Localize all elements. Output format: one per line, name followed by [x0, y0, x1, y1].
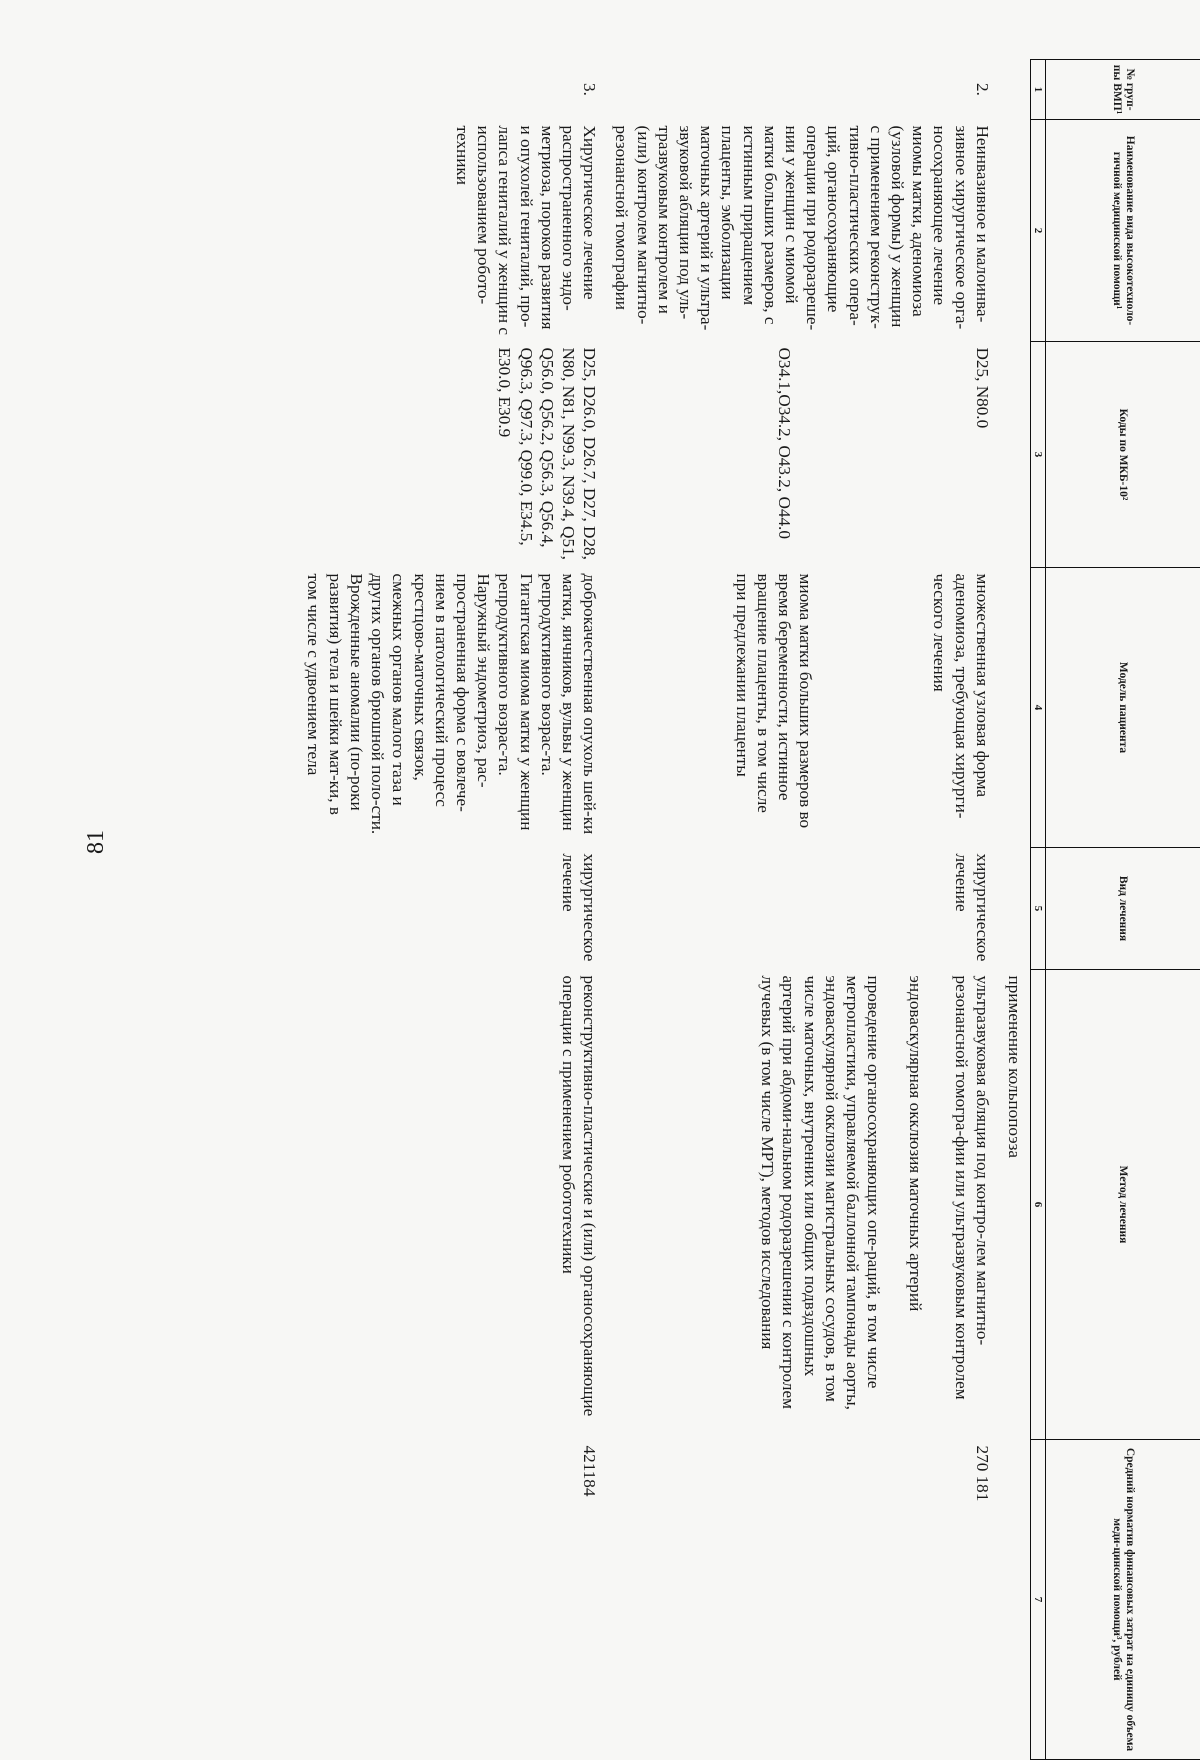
treatment-method-cell: [611, 970, 993, 1440]
patient-model: множественная узловая форма аденомиоза, требующая хирурги-ческого лечения: [929, 574, 993, 842]
column-number: 4: [1031, 568, 1046, 848]
header-treatment-type: Вид лечения: [1046, 848, 1200, 970]
continuation-row: [1004, 60, 1031, 1760]
patient-model: миома матки больших размеров во время беременности, истинное вращение плаценты, в том числе при предлежании плаценты: [731, 574, 816, 842]
column-number: 1: [1031, 60, 1046, 120]
vmp-table: [303, 59, 1200, 1760]
table-row: [611, 60, 993, 1760]
treatment-type: хирургическое лечение: [611, 848, 993, 970]
patient-model-cell: [611, 568, 993, 848]
header-average-cost: Средний норматив финансовых затрат на единицу объема меди-цинской помощи³, рублей: [1046, 1440, 1200, 1760]
group-number: 2.: [611, 60, 993, 120]
column-number: 7: [1031, 1440, 1046, 1760]
header-vmp-name: Наименование вида высокотехноло-гичной медицинской помощи¹: [1046, 120, 1200, 342]
vmp-name: Неинвазивное и малоинва-зивное хирургическое орга-носохраняющее лечение миомы матки, аденомиоза (узловой формы) у женщин с применением реконструк-тивно-пластических опера-ций, органосохраняющие операции при родоразреше-нии у женщин с миомой матки больших размеров, с истинным приращением плаценты, эмболизации маточных артерий и ультра-звуковой абляции под уль-тразвуковым контролем и (или) контролем магнитно-резонансной томографии: [611, 120, 993, 342]
average-cost: 421184: [303, 1440, 600, 1760]
treatment-method: ультразвуковая абляция под контро-лем магнитно-резонансной томогра-фии или ультразвуковым контролем: [950, 976, 992, 1434]
treatment-type: хирургическое лечение: [303, 848, 600, 970]
column-number: 3: [1031, 342, 1046, 568]
average-cost: 270 181: [611, 1440, 993, 1760]
icd-codes-cell: [611, 342, 993, 568]
column-number: 2: [1031, 120, 1046, 342]
icd-codes: O34.1,O34.2, O43.2, O44.0: [773, 348, 794, 562]
column-number: 5: [1031, 848, 1046, 970]
patient-model: доброкачественная опухоль шей-ки матки, яичников, вульвы у женщин репродуктивного возрас-та. Гигантская миома матки у женщин репродуктивного возрас-та. Наружный эндометриоз, рас-пространенная форма с вовлече-нием в патологический процесс крестцово-маточных связок, смежных органов малого таза и других органов брюшной поло-сти. Врожденные аномалии (по-роки развития) тела и шейки мат-ки, в том числе с удвоением тела: [303, 568, 600, 848]
group-number: 3.: [303, 60, 600, 120]
continuation-method: применение кольпопоэза: [1004, 970, 1031, 1440]
treatment-method: реконструктивно-пластические и (или) органосохраняющие операции с применением робототехники: [303, 970, 600, 1440]
column-number: 6: [1031, 970, 1046, 1440]
vmp-name: Хирургическое лечение распространенного эндо-метриоза, пороков развития и опухолей гениталий, про-лапса гениталий у женщин с использованием робото-техники: [303, 120, 600, 342]
treatment-method: проведение органосохраняющих опе-раций, в том числе метропластики, управляемой баллонной тампонады аорты, эндоваскулярной окклюзии магистральных сосудов, в том числе маточных, внутренних или общих подвздошных артерий при абдоми-нальном родоразрешении с контролем лучевых (в том числе МРТ), методов исследования: [757, 976, 884, 1434]
page-number: 81: [78, 818, 114, 866]
header-treatment-method: Метод лечения: [1046, 970, 1200, 1440]
treatment-method: эндоваскулярная окклюзия маточных артерий: [905, 976, 926, 1434]
column-numbers-row: [1031, 60, 1046, 1760]
header-icd-codes: Коды по МКБ-10²: [1046, 342, 1200, 568]
header-row: [1046, 60, 1200, 1760]
rotated-page-content: [148, 59, 1200, 1759]
header-patient-model: Модель пациента: [1046, 568, 1200, 848]
table-row: [303, 60, 600, 1760]
header-group-number: № груп-пы ВМП¹: [1046, 60, 1200, 120]
icd-codes: D25, N80.0: [972, 348, 993, 562]
icd-codes: D25, D26.0, D26.7, D27, D28, N80, N81, N99.3, N39.4, Q51, Q56.0, Q56.2, Q56.3, Q56.4, Q96.3, Q97.3, Q99.0, E34.5, E30.0, E30.9: [303, 342, 600, 568]
